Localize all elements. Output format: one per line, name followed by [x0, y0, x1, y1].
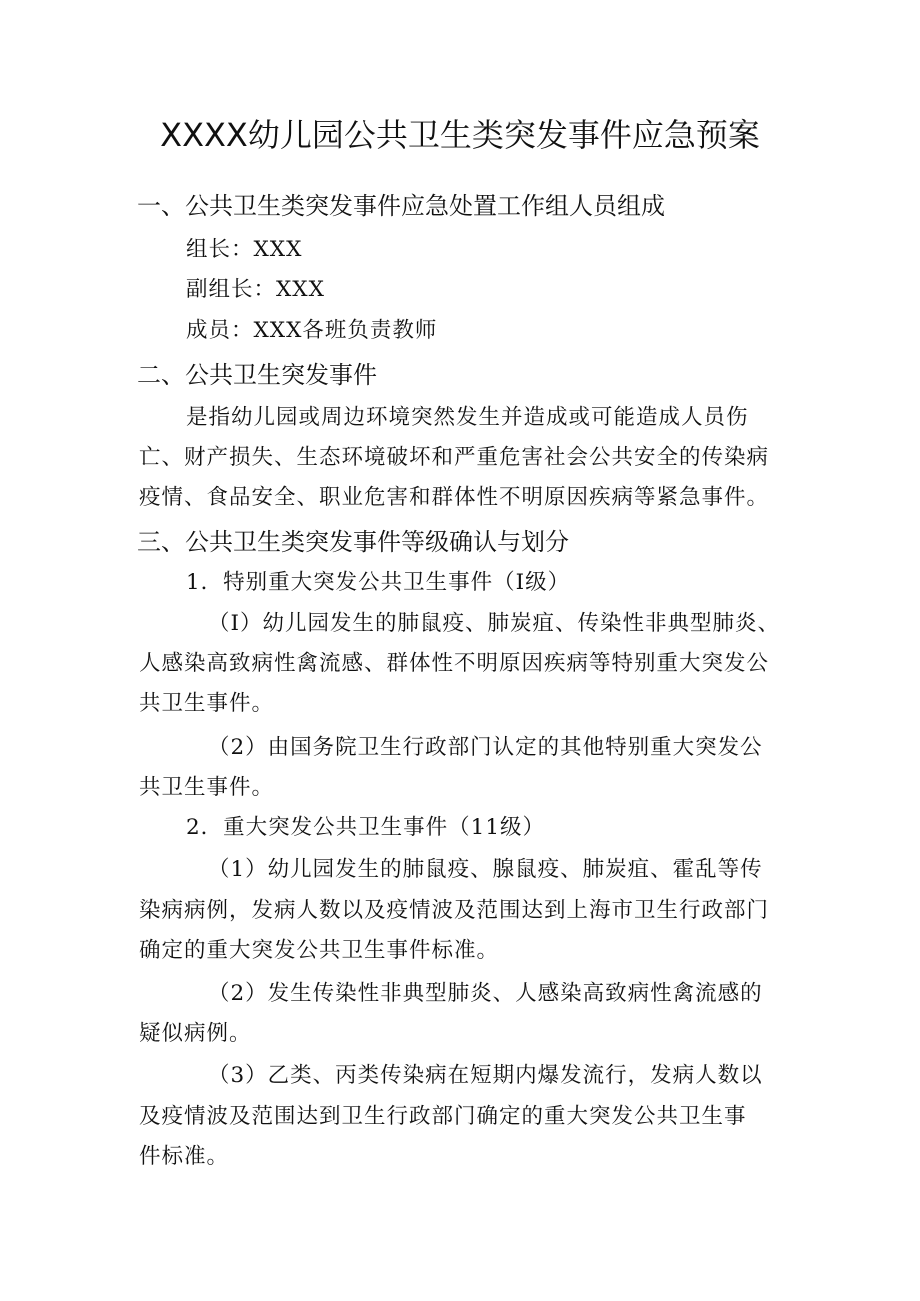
section2-line: 疫情、食品安全、职业危害和群体性不明原因疾病等紧急事件。: [139, 485, 770, 510]
document-title: XXXX幼儿园公共卫生类突发事件应急预案: [160, 116, 760, 154]
level2-item3-line: 件标准。: [139, 1144, 230, 1169]
level1-item1-line: 人感染高致病性禽流感、群体性不明原因疾病等特别重大突发公: [139, 651, 770, 676]
level1-title: 1．特别重大突发公共卫生事件（I级）: [186, 570, 571, 595]
level2-item3-line: 及疫情波及范围达到卫生行政部门确定的重大突发公共卫生事: [139, 1104, 747, 1129]
level1-item2-line: 共卫生事件。: [139, 775, 275, 800]
section2-line: 是指幼儿园或周边环境突然发生并造成或可能造成人员伤: [186, 405, 749, 430]
level2-item1-line: 染病病例，发病人数以及疫情波及范围达到上海市卫生行政部门: [139, 898, 770, 923]
section3-heading: 三、公共卫生类突发事件等级确认与划分: [137, 528, 569, 556]
level1-item2-line: （2）由国务院卫生行政部门认定的其他特别重大突发公: [208, 735, 763, 760]
level2-item3-line: （3）乙类、丙类传染病在短期内爆发流行，发病人数以: [208, 1063, 763, 1088]
level2-item2-line: 疑似病例。: [139, 1021, 252, 1046]
level2-item2-line: （2）发生传染性非典型肺炎、人感染高致病性禽流感的: [208, 981, 763, 1006]
section2-line: 亡、财产损失、生态环境破坏和严重危害社会公共安全的传染病: [139, 445, 770, 470]
leader-line: 组长：XXX: [186, 237, 303, 262]
level2-title: 2．重大突发公共卫生事件（11级）: [186, 815, 546, 840]
section2-heading: 二、公共卫生突发事件: [137, 361, 377, 389]
level1-item1-line: 共卫生事件。: [139, 691, 275, 716]
deputy-line: 副组长：XXX: [186, 277, 325, 302]
level1-item1-line: （I）幼儿园发生的肺鼠疫、肺炭疽、传染性非典型肺炎、: [208, 611, 780, 636]
section1-heading: 一、公共卫生类突发事件应急处置工作组人员组成: [137, 192, 665, 220]
members-line: 成员：XXX各班负责教师: [186, 318, 438, 343]
level2-item1-line: 确定的重大突发公共卫生事件标准。: [139, 938, 500, 963]
level2-item1-line: （1）幼儿园发生的肺鼠疫、腺鼠疫、肺炭疽、霍乱等传: [208, 857, 763, 882]
